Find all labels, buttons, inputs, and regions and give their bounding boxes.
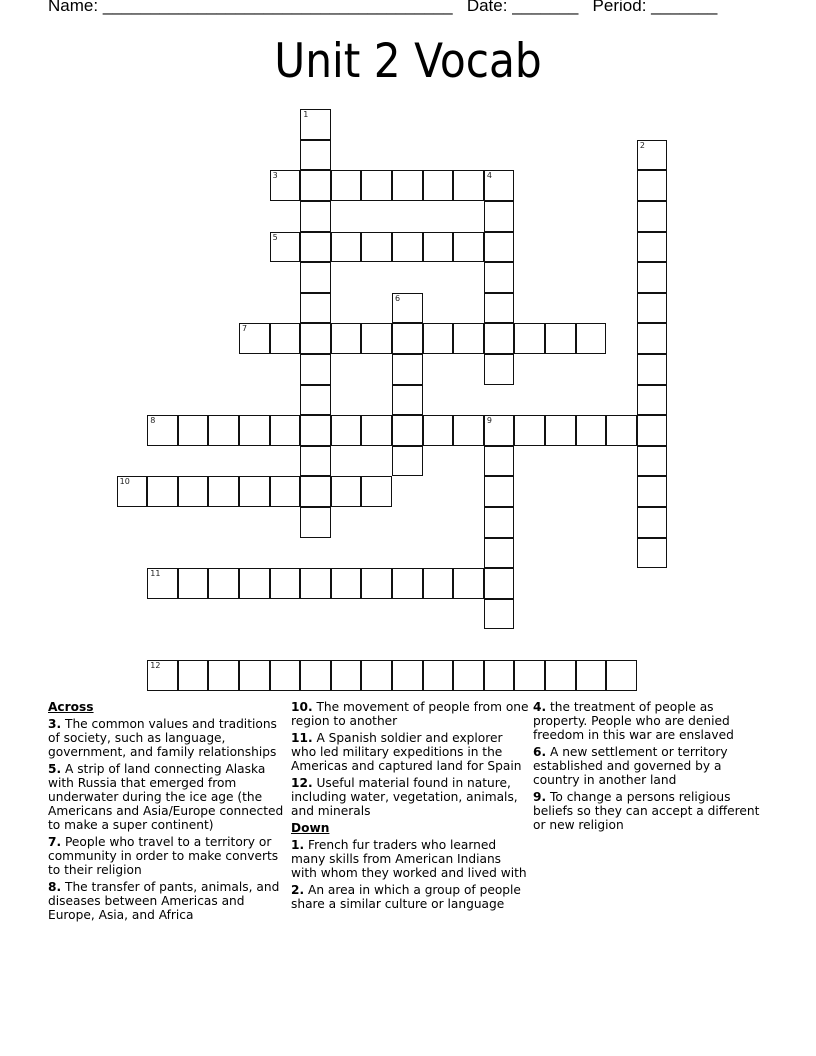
across-heading: Across: [48, 700, 94, 714]
crossword-cell[interactable]: [545, 660, 576, 691]
clue-across-5: 5. A strip of land connecting Alaska with Russia that emerged from underwater during the ice age (the Americans and Asia/Europe connected to make a super continent): [48, 762, 284, 832]
crossword-cell[interactable]: [270, 170, 301, 201]
crossword-cell[interactable]: [361, 232, 392, 263]
crossword-cell[interactable]: [576, 660, 607, 691]
crossword-cell[interactable]: [637, 476, 668, 507]
crossword-cell[interactable]: [514, 415, 545, 446]
crossword-cell[interactable]: [147, 415, 178, 446]
crossword-cell[interactable]: [270, 415, 301, 446]
crossword-cell[interactable]: [484, 293, 515, 324]
clue-number: 2: [639, 140, 645, 150]
clue-number: 1: [303, 110, 309, 120]
crossword-cell[interactable]: [361, 170, 392, 201]
crossword-cell[interactable]: [270, 232, 301, 263]
crossword-cell[interactable]: [361, 323, 392, 354]
crossword-cell[interactable]: [392, 660, 423, 691]
crossword-cell[interactable]: [423, 415, 454, 446]
crossword-cell[interactable]: [178, 568, 209, 599]
crossword-cell[interactable]: [637, 354, 668, 385]
crossword-cell[interactable]: [423, 170, 454, 201]
crossword-cell[interactable]: [637, 446, 668, 477]
crossword-cell[interactable]: [178, 476, 209, 507]
crossword-cell[interactable]: [453, 568, 484, 599]
crossword-cell[interactable]: [484, 262, 515, 293]
crossword-cell[interactable]: [484, 599, 515, 630]
period-label: Period:: [592, 0, 647, 15]
clue-down-1: 1. French fur traders who learned many skills from American Indians with whom they worked and lived with: [291, 838, 527, 880]
crossword-cell[interactable]: [392, 415, 423, 446]
crossword-cell[interactable]: [453, 170, 484, 201]
crossword-cell[interactable]: [576, 323, 607, 354]
crossword-cell[interactable]: [453, 415, 484, 446]
crossword-cell[interactable]: [208, 568, 239, 599]
crossword-cell[interactable]: [484, 323, 515, 354]
clue-number: 7: [242, 324, 248, 334]
crossword-cell[interactable]: [239, 323, 270, 354]
crossword-cell[interactable]: [637, 385, 668, 416]
crossword-cell[interactable]: [147, 476, 178, 507]
crossword-cell[interactable]: [300, 201, 331, 232]
crossword-cell[interactable]: [484, 476, 515, 507]
crossword-cell[interactable]: [514, 323, 545, 354]
crossword-cell[interactable]: [637, 293, 668, 324]
crossword-cell[interactable]: [453, 232, 484, 263]
crossword-cell[interactable]: [239, 568, 270, 599]
crossword-cell[interactable]: [270, 323, 301, 354]
crossword-cell[interactable]: [637, 201, 668, 232]
period-blank[interactable]: _______: [651, 0, 718, 15]
crossword-cell[interactable]: [392, 293, 423, 324]
crossword-cell[interactable]: [484, 354, 515, 385]
crossword-cell[interactable]: [239, 660, 270, 691]
crossword-cell[interactable]: [484, 538, 515, 569]
crossword-cell[interactable]: [331, 232, 362, 263]
clue-number: 4: [486, 171, 492, 181]
crossword-cell[interactable]: [300, 385, 331, 416]
crossword-cell[interactable]: [514, 660, 545, 691]
crossword-cell[interactable]: [392, 232, 423, 263]
name-label: Name:: [48, 0, 99, 15]
crossword-cell[interactable]: [300, 354, 331, 385]
crossword-cell[interactable]: [392, 323, 423, 354]
crossword-cell[interactable]: [484, 568, 515, 599]
date-blank[interactable]: _______: [512, 0, 579, 15]
crossword-cell[interactable]: [300, 140, 331, 171]
crossword-cell[interactable]: [239, 476, 270, 507]
clues-column-2: [291, 700, 529, 914]
name-blank[interactable]: _____________________________________: [102, 0, 453, 15]
crossword-cell[interactable]: [576, 415, 607, 446]
crossword-cell[interactable]: [392, 170, 423, 201]
crossword-cell[interactable]: [270, 568, 301, 599]
crossword-cell[interactable]: [208, 660, 239, 691]
crossword-cell[interactable]: [545, 323, 576, 354]
crossword-cell[interactable]: [361, 415, 392, 446]
crossword-cell[interactable]: [300, 293, 331, 324]
crossword-cell[interactable]: [300, 476, 331, 507]
crossword-cell[interactable]: [423, 660, 454, 691]
crossword-cell[interactable]: [300, 660, 331, 691]
crossword-cell[interactable]: [331, 476, 362, 507]
clue-number: 5: [272, 232, 278, 242]
crossword-cell[interactable]: [606, 660, 637, 691]
crossword-cell[interactable]: [239, 415, 270, 446]
crossword-cell[interactable]: [637, 415, 668, 446]
clues-column-1: [48, 700, 288, 925]
clue-across-7: 7. People who travel to a territory or community in order to make converts to their religion: [48, 835, 279, 877]
crossword-cell[interactable]: [637, 538, 668, 569]
clue-number: 6: [395, 293, 401, 303]
clue-across-3: 3. The common values and traditions of society, such as language, government, and family relationships: [48, 717, 277, 759]
crossword-cell[interactable]: [331, 415, 362, 446]
crossword-cell[interactable]: [361, 660, 392, 691]
clue-number: 10: [119, 477, 130, 487]
clue-across-11: 11. A Spanish soldier and explorer who led military expeditions in the Americas and captured land for Spain: [291, 731, 522, 773]
crossword-cell[interactable]: [331, 660, 362, 691]
crossword-cell[interactable]: [331, 323, 362, 354]
crossword-cell[interactable]: [637, 507, 668, 538]
down-heading: Down: [291, 821, 330, 835]
crossword-cell[interactable]: [208, 415, 239, 446]
crossword-cell[interactable]: [117, 476, 148, 507]
crossword-cell[interactable]: [361, 568, 392, 599]
clue-number: 8: [150, 416, 156, 426]
crossword-cell[interactable]: [300, 568, 331, 599]
crossword-cell[interactable]: [484, 446, 515, 477]
clues-column-3: [533, 700, 763, 835]
clue-number: 9: [486, 416, 492, 426]
crossword-cell[interactable]: [178, 660, 209, 691]
clue-number: 3: [272, 171, 278, 181]
clue-across-8: 8. The transfer of pants, animals, and diseases between Americas and Europe, Asia, and Africa: [48, 880, 280, 922]
clue-number: 12: [150, 661, 161, 671]
crossword-cell[interactable]: [453, 660, 484, 691]
crossword-cell[interactable]: [423, 323, 454, 354]
crossword-cell[interactable]: [147, 568, 178, 599]
crossword-cell[interactable]: [270, 476, 301, 507]
crossword-cell[interactable]: [637, 262, 668, 293]
clue-across-12: 12. Useful material found in nature, including water, vegetation, animals, and minerals: [291, 776, 518, 818]
clue-down-2: 2. An area in which a group of people share a similar culture or language: [291, 883, 521, 911]
crossword-cell[interactable]: [392, 385, 423, 416]
crossword-cell[interactable]: [361, 476, 392, 507]
crossword-cell[interactable]: [300, 109, 331, 140]
crossword-cell[interactable]: [484, 660, 515, 691]
crossword-cell[interactable]: [392, 354, 423, 385]
crossword-cell[interactable]: [484, 201, 515, 232]
crossword-cell[interactable]: [300, 232, 331, 263]
crossword-cell[interactable]: [300, 507, 331, 538]
crossword-cell[interactable]: [637, 140, 668, 171]
crossword-cell[interactable]: [637, 232, 668, 263]
clue-number: 11: [150, 569, 161, 579]
crossword-cell[interactable]: [392, 568, 423, 599]
crossword-cell[interactable]: [300, 446, 331, 477]
crossword-cell[interactable]: [300, 323, 331, 354]
crossword-cell[interactable]: [423, 232, 454, 263]
crossword-cell[interactable]: [300, 170, 331, 201]
crossword-cell[interactable]: [484, 507, 515, 538]
crossword-cell[interactable]: [178, 415, 209, 446]
date-label: Date:: [466, 0, 508, 15]
crossword-cell[interactable]: [423, 568, 454, 599]
crossword-cell[interactable]: [484, 170, 515, 201]
clue-down-6: 6. A new settlement or territory established and governed by a country in another land: [533, 745, 728, 787]
crossword-cell[interactable]: [331, 170, 362, 201]
clue-across-10: 10. The movement of people from one region to another: [291, 700, 529, 728]
clue-down-9: 9. To change a persons religious beliefs so they can accept a different or new religion: [533, 790, 760, 832]
crossword-cell[interactable]: [545, 415, 576, 446]
crossword-cell[interactable]: [208, 476, 239, 507]
crossword-cell[interactable]: [331, 568, 362, 599]
crossword-cell[interactable]: [300, 415, 331, 446]
crossword-cell[interactable]: [300, 262, 331, 293]
clue-down-4: 4. the treatment of people as property. People who are denied freedom in this war are enslaved: [533, 700, 734, 742]
crossword-cell[interactable]: [484, 232, 515, 263]
crossword-cell[interactable]: [453, 323, 484, 354]
crossword-cell[interactable]: [147, 660, 178, 691]
crossword-cell[interactable]: [606, 415, 637, 446]
page-title: Unit 2 Vocab: [274, 34, 542, 89]
crossword-cell[interactable]: [484, 415, 515, 446]
crossword-cell[interactable]: [637, 323, 668, 354]
crossword-cell[interactable]: [637, 170, 668, 201]
crossword-cell[interactable]: [270, 660, 301, 691]
crossword-cell[interactable]: [392, 446, 423, 477]
